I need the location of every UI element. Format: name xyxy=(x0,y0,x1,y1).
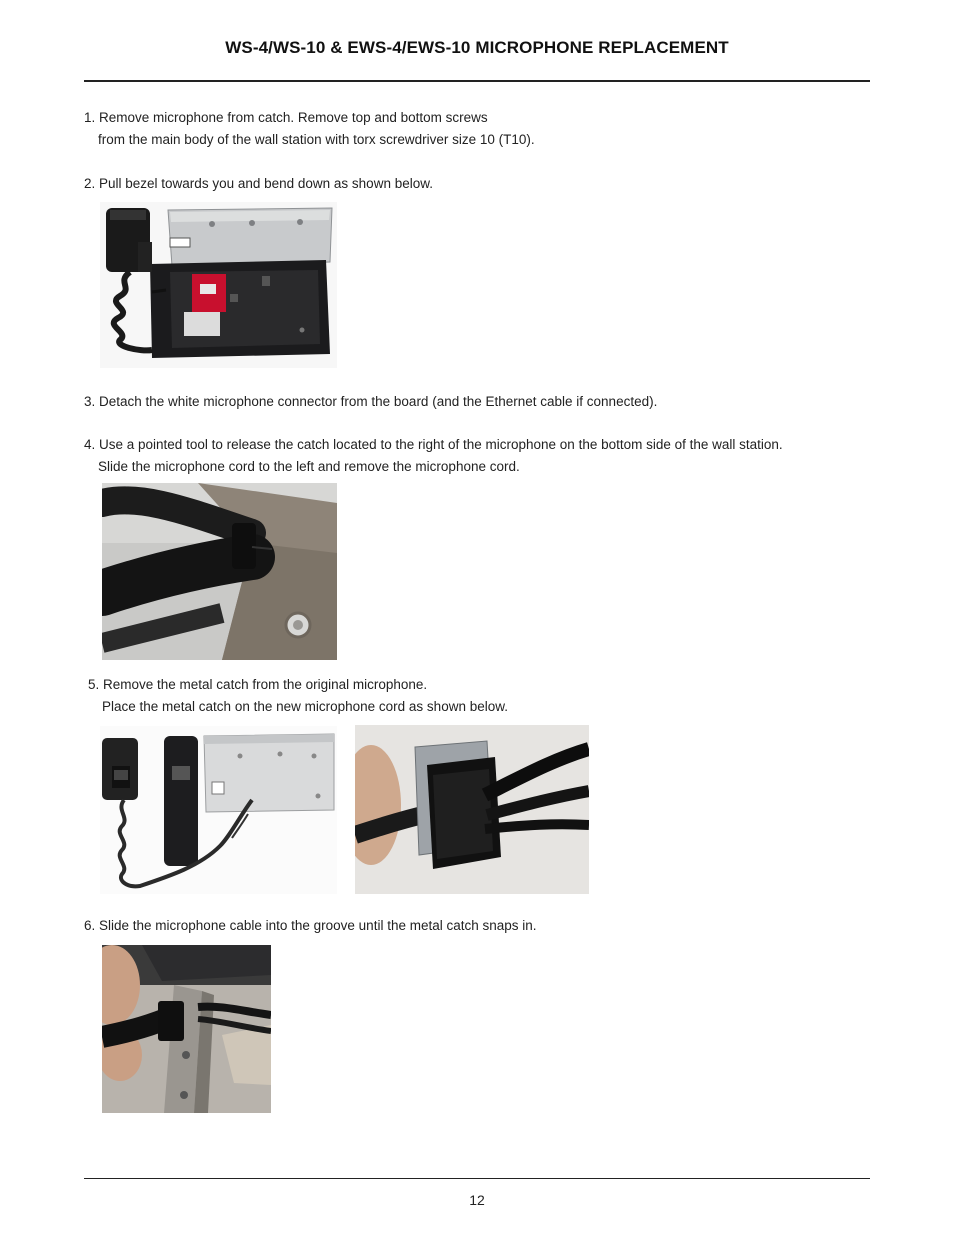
photo-cable-into-groove xyxy=(102,945,271,1113)
footer-divider xyxy=(84,1178,870,1179)
step-4-line-2: Slide the microphone cord to the left and remove the microphone cord. xyxy=(98,459,520,474)
step-5-line-2: Place the metal catch on the new microphone cord as shown below. xyxy=(102,699,508,714)
header-divider xyxy=(84,80,870,82)
step-5-line-1: 5. Remove the metal catch from the original microphone. xyxy=(88,677,428,692)
step-3-line-1: 3. Detach the white microphone connector from the board (and the Ethernet cable if connected). xyxy=(84,394,658,409)
page-number: 12 xyxy=(469,1192,485,1208)
step-4-line-1: 4. Use a pointed tool to release the catch located to the right of the microphone on the bottom side of the wall station. xyxy=(84,437,783,452)
step-6-line-1: 6. Slide the microphone cable into the groove until the metal catch snaps in. xyxy=(84,918,537,933)
step-2 xyxy=(84,173,433,195)
photo-metal-catch-on-cord xyxy=(355,725,589,894)
step-4 xyxy=(84,434,783,478)
step-1 xyxy=(84,107,535,151)
step-1-line-2: from the main body of the wall station with torx screwdriver size 10 (T10). xyxy=(98,132,535,147)
photo-new-microphone-parts xyxy=(100,726,337,894)
photo-bezel-bent-down xyxy=(100,202,337,368)
step-3 xyxy=(84,391,657,413)
step-2-line-1: 2. Pull bezel towards you and bend down as shown below. xyxy=(84,176,433,191)
page-title: WS-4/WS-10 & EWS-4/EWS-10 MICROPHONE REPLACEMENT xyxy=(225,38,729,57)
step-5 xyxy=(88,674,508,718)
step-6 xyxy=(84,915,537,937)
step-1-line-1: 1. Remove microphone from catch. Remove top and bottom screws xyxy=(84,110,488,125)
photo-release-catch xyxy=(102,483,337,660)
